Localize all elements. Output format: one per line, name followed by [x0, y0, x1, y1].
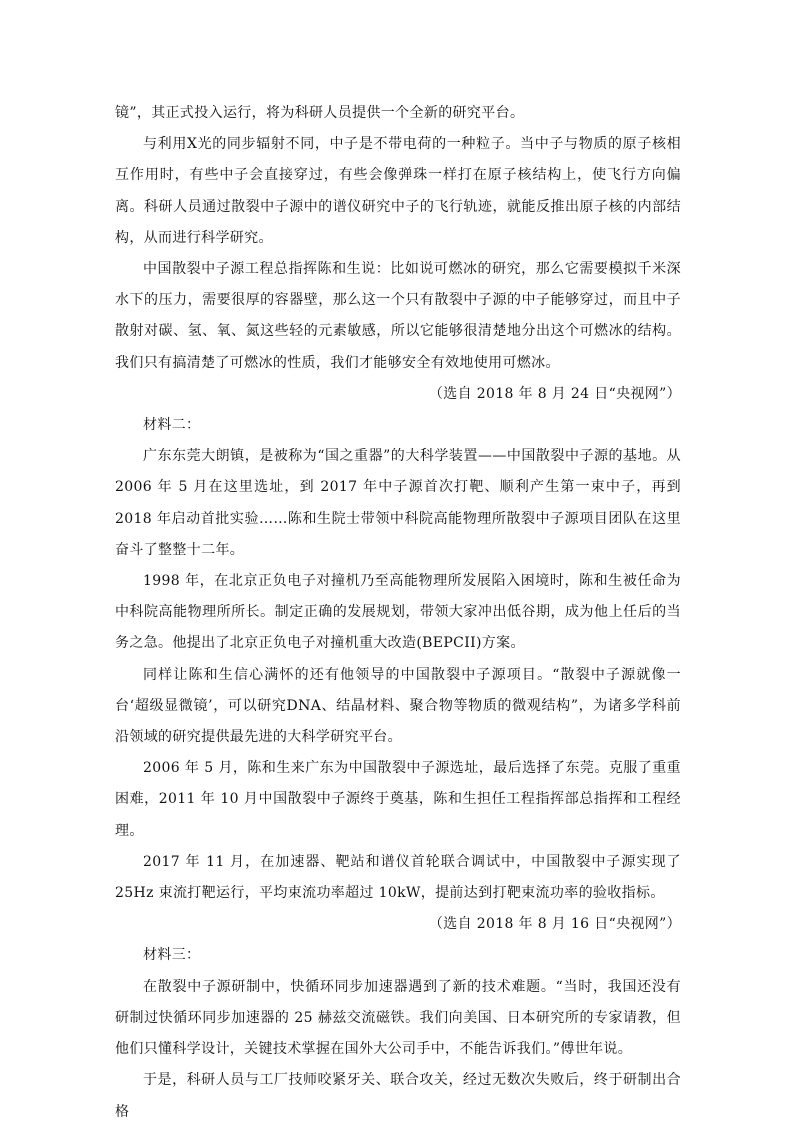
document-page: [115, 98, 681, 1128]
paragraph-accelerator: 在散裂中子源研制中，快循环同步加速器遇到了新的技术难题。“当时，我国还没有研制过快循环同步加速器的 25 赫兹交流磁铁。我们向美国、日本研究所的专家请教，但他们只懂科学设计，关键技术掌握在国外大公司手中，不能告诉我们。”傅世年说。: [115, 978, 681, 1058]
source-citation-2: （选自 2018 年 8 月 16 日“央视网”）: [428, 916, 681, 933]
section-heading-material-3: 材料三：: [143, 947, 201, 964]
paragraph-2006: 2006 年 5 月，陈和生来广东为中国散裂中子源选址，最后选择了东莞。克服了重重困难，2011 年 10 月中国散裂中子源终于奠基，陈和生担任工程指挥部总指挥和工程经理。: [115, 760, 681, 839]
paragraph-breakthrough: 于是，科研人员与工厂技师咬紧牙关、联合攻关，经过无数次失败后，终于研制出合格: [115, 1072, 681, 1120]
paragraph-neutron-interaction: 与利用X光的同步辐射不同，中子是不带电荷的一种粒子。当中子与物质的原子核相互作用时，有些中子会直接穿过，有些会像弹珠一样打在原子核结构上，使飞行方向偏离。科研人员通过散裂中子源中的谱仪研究中子的飞行轨迹，就能反推出原子核的内部结构，从而进行科学研究。: [115, 136, 681, 246]
paragraph-continuation: 镜”，其正式投入运行，将为科研人员提供一个全新的研究平台。: [115, 105, 525, 121]
paragraph-confidence: 同样让陈和生信心满怀的还有他领导的中国散裂中子源项目。“散裂中子源就像一台‘超级显微镜’，可以研究DNA、结晶材料、聚合物等物质的微观结构”，为诸多学科前沿领域的研究提供最先进的大科学研究平台。: [115, 666, 681, 746]
paragraph-2017: 2017 年 11 月，在加速器、靶站和谱仪首轮联合调试中，中国散裂中子源实现了 25Hz 束流打靶运行，平均束流功率超过 10kW，提前达到打靶束流功率的验收指标。: [115, 853, 681, 902]
source-citation-1: （选自 2018 年 8 月 24 日“央视网”）: [428, 385, 681, 402]
section-heading-material-2: 材料二：: [143, 417, 201, 434]
paragraph-chen-quote: 中国散裂中子源工程总指挥陈和生说：比如说可燃冰的研究，那么它需要模拟千米深水下的压力，需要很厚的容器壁，那么这一个只有散裂中子源的中子能够穿过，而且中子散射对碳、氢、氧、氮这些轻的元素敏感，所以它能够很清楚地分出这个可燃冰的结构。我们只有搞清楚了可燃冰的性质，我们才能够安全有效地使用可燃冰。: [115, 261, 681, 371]
paragraph-1998: 1998 年，在北京正负电子对撞机乃至高能物理所发展陷入困境时，陈和生被任命为中科院高能物理所所长。制定正确的发展规划，带领大家冲出低谷期，成为他上任后的当务之急。他提出了北京正负电子对撞机重大改造(BEPCII)方案。: [115, 573, 681, 652]
paragraph-dongguan-base: 广东东莞大朗镇，是被称为“国之重器”的大科学装置——中国散裂中子源的基地。从 2006 年 5 月在这里选址，到 2017 年中子源首次打靶、顺利产生第一束中子，再到 2018 年启动首批实验……陈和生院士带领中科院高能物理所散裂中子源项目团队在这里奋斗了整整十二年。: [115, 448, 681, 558]
